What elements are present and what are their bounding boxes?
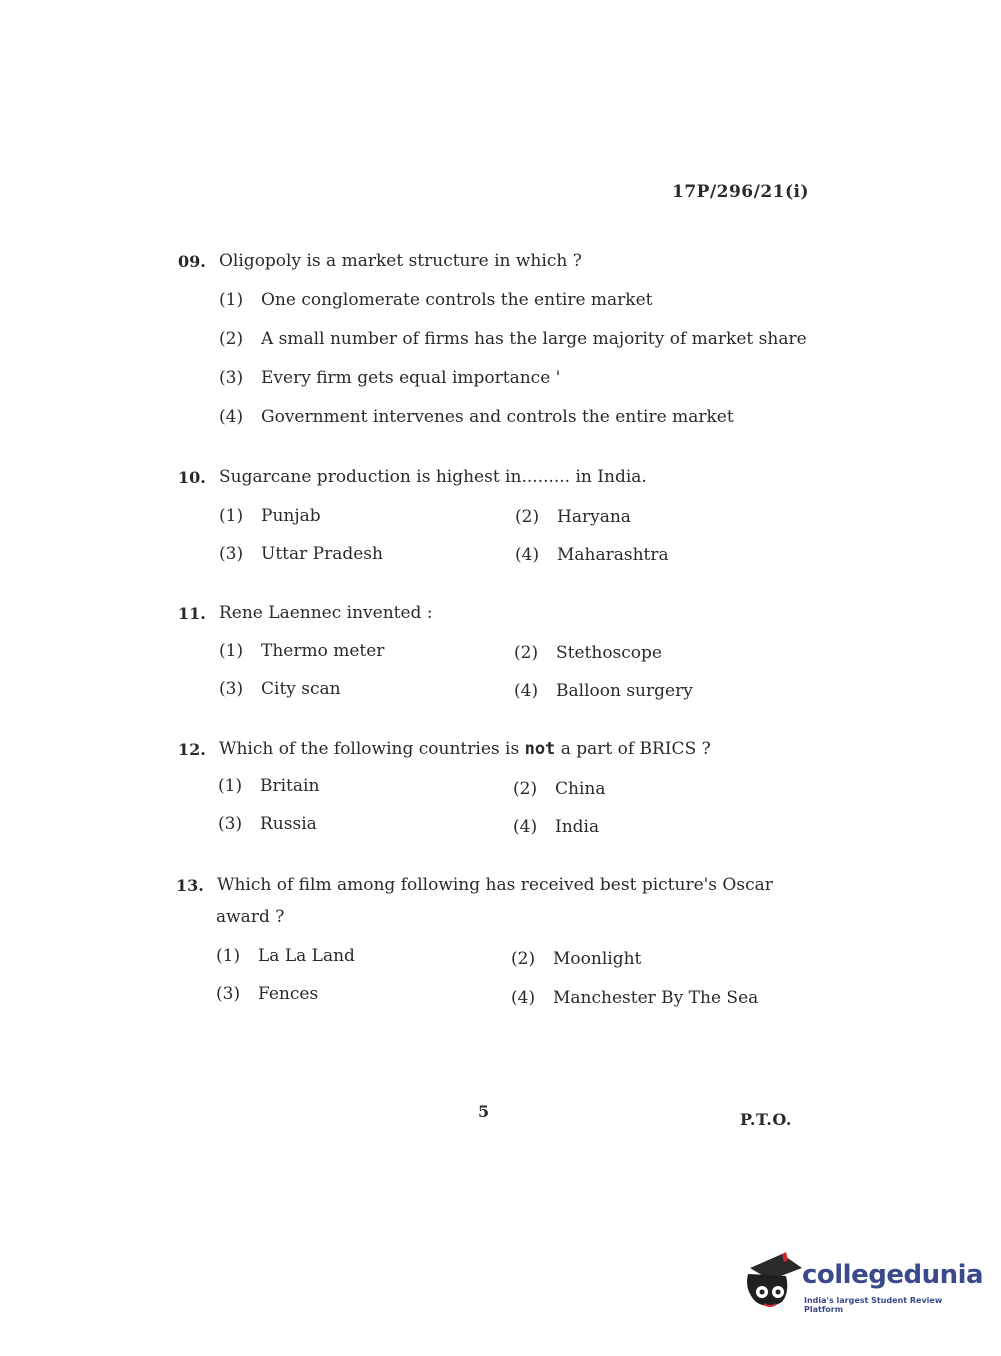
option-text: Government intervenes and controls the entire market: [261, 407, 734, 427]
mascot-icon: [742, 1250, 802, 1310]
option-text: Moonlight: [553, 949, 642, 969]
option-text: A small number of firms has the large majority of market share: [261, 329, 807, 349]
question-text: [219, 739, 711, 759]
option-text: Punjab: [261, 506, 321, 526]
option-number: (1): [219, 290, 244, 310]
question-text-line-2: award ?: [216, 907, 285, 927]
option-number: (4): [514, 681, 539, 701]
option-1: [216, 946, 355, 966]
option-1: [219, 290, 653, 310]
option-3: [219, 368, 560, 388]
option-number: (3): [219, 544, 244, 564]
option-number: (1): [219, 641, 244, 661]
option-number: (3): [218, 814, 243, 834]
option-1: [219, 506, 321, 526]
question-text-line-1: Which of film among following has received best picture's Oscar: [217, 875, 773, 895]
option-2: [515, 507, 631, 527]
option-number: (1): [216, 946, 241, 966]
option-4: [513, 817, 599, 837]
option-text: Russia: [260, 814, 317, 834]
option-number: (4): [511, 988, 536, 1008]
question-text-after: a part of BRICS ?: [560, 739, 711, 759]
option-text: One conglomerate controls the entire market: [261, 290, 653, 310]
option-4: [511, 988, 758, 1008]
option-text: China: [555, 779, 606, 799]
question-number: 13.: [176, 876, 204, 895]
option-3: [218, 814, 317, 834]
option-number: (4): [219, 407, 244, 427]
option-number: (2): [513, 779, 538, 799]
option-text: Balloon surgery: [556, 681, 693, 701]
option-number: (2): [511, 949, 536, 969]
option-number: (2): [514, 643, 539, 663]
option-number: (4): [515, 545, 540, 565]
option-text: Haryana: [557, 507, 631, 527]
logo-wordmark: collegedunia: [802, 1260, 984, 1290]
question-text-emphasis: not: [524, 739, 556, 759]
option-text: Maharashtra: [557, 545, 669, 565]
option-1: [218, 776, 319, 796]
option-number: (3): [219, 679, 244, 699]
question-number: 09.: [178, 252, 206, 271]
option-number: (1): [218, 776, 243, 796]
option-2: [513, 779, 605, 799]
option-text: Manchester By The Sea: [553, 988, 759, 1008]
option-text: Britain: [260, 776, 320, 796]
option-text: Thermo meter: [261, 641, 385, 661]
question-number: 10.: [178, 468, 206, 487]
question-number: 12.: [178, 740, 206, 759]
option-number: (3): [219, 368, 244, 388]
question-text: Sugarcane production is highest in......... in India.: [219, 467, 647, 487]
collegedunia-logo: [742, 1250, 984, 1320]
logo-tagline: India's largest Student Review Platform: [804, 1296, 943, 1314]
option-number: (2): [219, 329, 244, 349]
option-4: [514, 681, 693, 701]
option-text: India: [555, 817, 600, 837]
option-text: Uttar Pradesh: [261, 544, 383, 564]
option-1: [219, 641, 384, 661]
option-4: [515, 545, 669, 565]
option-4: [219, 407, 734, 427]
page-number: 5: [478, 1102, 490, 1121]
option-text: La La Land: [258, 946, 355, 966]
option-number: (2): [515, 507, 540, 527]
option-number: (4): [513, 817, 538, 837]
option-3: [216, 984, 318, 1004]
option-text: Every firm gets equal importance ': [261, 368, 561, 388]
option-number: (1): [219, 506, 244, 526]
option-text: Stethoscope: [556, 643, 662, 663]
pto-label: P.T.O.: [740, 1110, 792, 1129]
option-3: [219, 544, 383, 564]
option-2: [514, 643, 662, 663]
option-2: [219, 329, 807, 349]
question-number: 11.: [178, 604, 206, 623]
option-text: City scan: [261, 679, 341, 699]
paper-code: 17P/296/21(i): [672, 182, 810, 202]
option-number: (3): [216, 984, 241, 1004]
question-text-before: Which of the following countries is: [219, 739, 520, 759]
question-text: Oligopoly is a market structure in which ?: [219, 251, 582, 271]
option-text: Fences: [258, 984, 319, 1004]
question-text: Rene Laennec invented :: [219, 603, 433, 623]
option-3: [219, 679, 341, 699]
option-2: [511, 949, 641, 969]
